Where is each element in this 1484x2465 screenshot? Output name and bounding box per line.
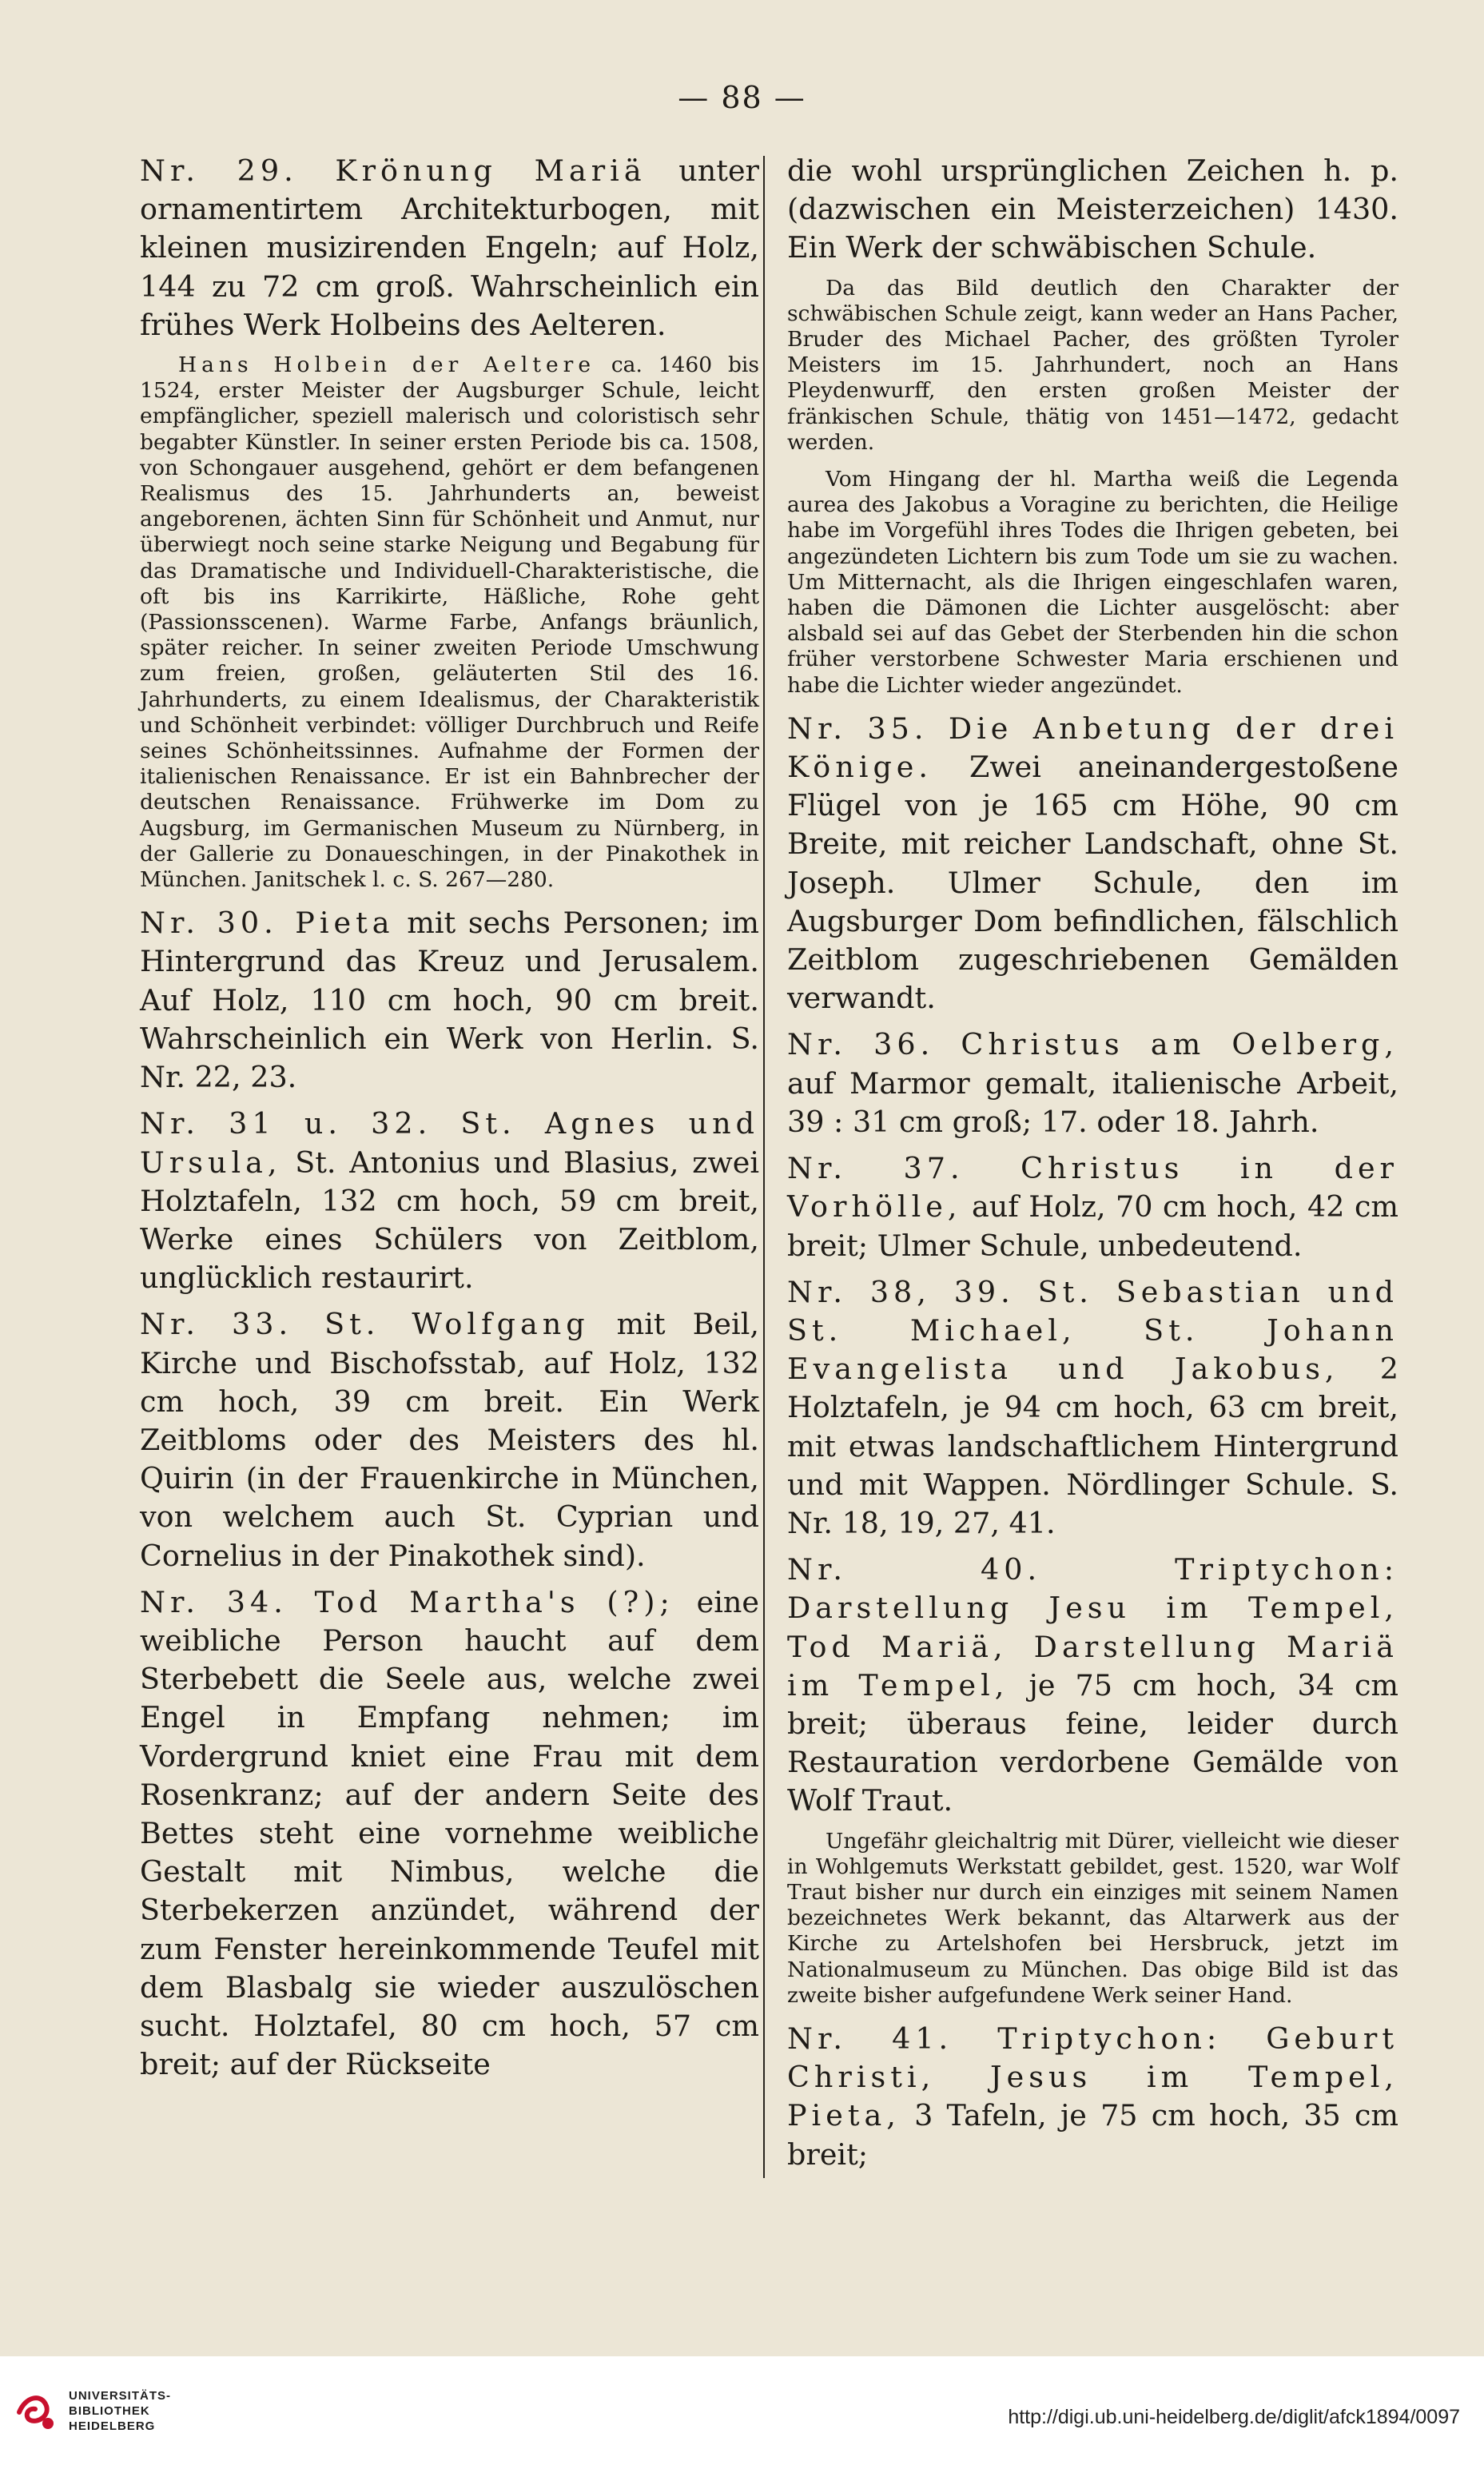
entry-text: Zwei aneinandergestoßene Flügel von je 165 cm Höhe, 90 cm Breite, mit reicher Landschaft, ohne St. Joseph. Ulmer Schule, den im Augsburger Dom befindlichen, fälschlich Zeitblom zugeschriebenen Gemälden verwandt. [787,750,1398,1016]
entry-heading: Nr. 29. Krönung Mariä [140,153,647,188]
entry-heading: Nr. 35. Die Anbetung der drei Könige. [787,711,1398,785]
logo-line: HEIDELBERG [69,2419,156,2433]
catalog-entry [787,1273,1398,1543]
catalog-entry [787,1025,1398,1141]
catalog-entry [787,1149,1398,1265]
entry-text: mit Beil, Kirche und Bischofsstab, auf Holz, 132 cm hoch, 39 cm breit. Ein Werk Zeitbloms oder des Meisters des hl. Quirin (in der Frauenkirche in München, von welchem auch St. Cyprian und Cornelius in der Pinakothek sind). [140,1307,759,1573]
commentary-paragraph [787,276,1398,456]
entry-text: je 75 cm hoch, 34 cm breit; überaus feine, leider durch Restauration verdorbene Gemälde von Wolf Traut. [787,1667,1399,1818]
catalog-entry [787,152,1398,268]
catalog-entry [787,1551,1398,1820]
entry-heading: Nr. 36. Christus am Oelberg, [787,1027,1398,1062]
entry-heading: Nr. 40. Triptychon: Darstellung Jesu im Tempel, Tod Mariä, Darstellung Mariä im Tempel, [787,1552,1398,1702]
entry-heading: Hans Holbein der Aeltere [178,352,596,378]
entry-text: die wohl ursprünglichen Zeichen h. p. (dazwischen ein Meisterzeichen) 1430. Ein Werk der schwäbischen Schule. [787,153,1398,265]
catalog-entry [140,1105,759,1297]
entry-heading: Nr. 37. Christus in der Vorhölle, [787,1151,1398,1225]
entry-text: mit sechs Personen; im Hintergrund das Kreuz und Jerusalem. Auf Holz, 110 cm hoch, 90 cm breit. Wahrscheinlich ein Werk von Herlin. S. Nr. 22, 23. [140,906,759,1095]
logo-line: UNIVERSITÄTS- [69,2389,172,2403]
commentary-paragraph [787,1829,1398,2009]
catalog-entry [140,1583,759,2085]
entry-heading: Nr. 33. St. Wolfgang [140,1307,590,1342]
logo-line: BIBLIOTHEK [69,2404,150,2418]
entry-text: eine weibliche Person haucht auf dem Sterbebett die Seele aus, welche zwei Engel in Empfang nehmen; im Vordergrund kniet eine Frau mit dem Rosenkranz; auf der andern Seite des Bettes steht eine vornehme weibliche Gestalt mit Nimbus, welche die Sterbekerzen anzündet, während der zum Fenster hereinkommende Teufel mit dem Blasbalg sie wieder auszulöschen sucht. Holztafel, 80 cm hoch, 57 cm breit; auf der Rückseite [140,1584,759,2082]
entry-heading: Nr. 38, 39. St. Sebastian und St. Michael, St. Johann Evangelista und Jakobus, [787,1274,1398,1387]
entry-text: ca. 1460 bis 1524, erster Meister der Augsburger Schule, leicht empfänglicher, speziell malerisch und coloristisch sehr begabter Künstler. In seiner ersten Periode bis ca. 1508, von Schongauer ausgehend, gehört er dem befangenen Realismus des 15. Jahrhunderts an, beweist angeborenen, ächten Sinn für Schönheit und Anmut, nur überwiegt noch seine starke Neigung und Begabung für das Dramatische und Individuell-Charakteristische, die oft bis ins Karrikirte, Häßliche, Rohe geht (Passionsscenen). Warme Farbe, Anfangs bräunlich, später reicher. In seiner zweiten Periode Umschwung zum freien, großen, geläuterten Stil des 16. Jahrhunderts, zu einem Idealismus, der Charakteristik und Schönheit verbindet: völliger Durchbruch und Reife seines Schönheitssinnes. Aufnahme der Formen der italienischen Renaissance. Er ist ein Bahnbrecher der deutschen Renaissance. Frühwerke im Dom zu Augsburg, im Germanischen Museum zu Nürnberg, in der Gallerie zu Donaueschingen, in der Pinakothek in München. Janitschek l. c. S. 267—280. [140,352,759,893]
entry-text: Ungefähr gleichaltrig mit Dürer, vielleicht wie dieser in Wohlgemuts Werkstatt gebildet, gest. 1520, war Wolf Traut bisher nur durch ein einziges mit seinem Namen bezeichnetes Werk bekannt, das Altarwerk aus der Kirche zu Artelshofen bei Hersbruck, jetzt im Nationalmuseum zu München. Das obige Bild ist das zweite bisher aufgefundene Werk seiner Hand. [787,1828,1398,2008]
catalog-entry [787,710,1398,1018]
entry-text: unter ornamentirtem Architekturbogen, mit kleinen musizirenden Engeln; auf Holz, 144 zu 72 cm groß. Wahrscheinlich ein frühes Werk Holbeins des Aelteren. [140,153,759,342]
source-url-link[interactable]: http://digi.ub.uni-heidelberg.de/diglit/afck1894/0097 [1008,2406,1460,2428]
catalog-entry [140,1305,759,1575]
entry-heading: Nr. 30. Pieta [140,906,395,941]
catalog-entry [140,152,759,344]
university-seal-icon [14,2388,61,2435]
entry-text: 3 Tafeln, je 75 cm hoch, 35 cm breit; [787,2098,1398,2172]
entry-heading: Nr. 31 u. 32. St. Agnes und Ursula, [140,1106,759,1180]
catalog-entry [140,904,759,1097]
footer-bar [0,2356,1484,2465]
column-divider [763,156,765,2178]
entry-heading: Nr. 34. Tod Martha's (?); [140,1584,674,1619]
entry-text: Vom Hingang der hl. Martha weiß die Legenda aurea des Jakobus a Voragine zu berichten, die Heilige habe im Vorgefühl ihres Todes die Ihrigen gebeten, bei angezündeten Lichtern bis zum Tode um sie zu wachen. Um Mitternacht, als die Ihrigen eingeschlafen waren, haben die Dämonen die Lichter ausgelöscht: aber alsbald sei auf das Gebet der Sterbenden hin die schon früher verstorbene Schwester Maria erschienen und habe die Lichter wieder angezündet. [787,467,1398,698]
commentary-paragraph [787,467,1398,699]
library-logo-text [69,2388,171,2434]
entry-text: 2 Holztafeln, je 94 cm hoch, 63 cm breit, mit etwas landschaftlichem Hintergrund und mit Wappen. Nördlinger Schule. S. Nr. 18, 19, 27, 41. [787,1352,1398,1540]
entry-text: auf Marmor gemalt, italienische Arbeit, 39 : 31 cm groß; 17. oder 18. Jahrh. [787,1065,1398,1139]
commentary-paragraph [140,352,759,893]
left-column [140,152,759,2092]
catalog-entry [787,2020,1398,2174]
entry-heading: Nr. 41. Triptychon: Geburt Christi, Jesus im Tempel, Pieta, [787,2021,1398,2133]
page-number: — 88 — [678,80,806,115]
entry-text: Da das Bild deutlich den Charakter der schwäbischen Schule zeigt, kann weder an Hans Pacher, Bruder des Michael Pacher, des größten Tyroler Meisters im 15. Jahrhundert, noch an Hans Pleydenwurff, den ersten großen Meister der fränkischen Schule, thätig von 1451—1472, gedacht werden. [787,275,1398,455]
entry-text: auf Holz, 70 cm hoch, 42 cm breit; Ulmer Schule, unbedeutend. [787,1189,1399,1263]
right-column [787,152,1398,2182]
entry-text: St. Antonius und Blasius, zwei Holztafeln, 132 cm hoch, 59 cm breit, Werke eines Schülers von Zeitblom, unglücklich restaurirt. [140,1145,759,1296]
